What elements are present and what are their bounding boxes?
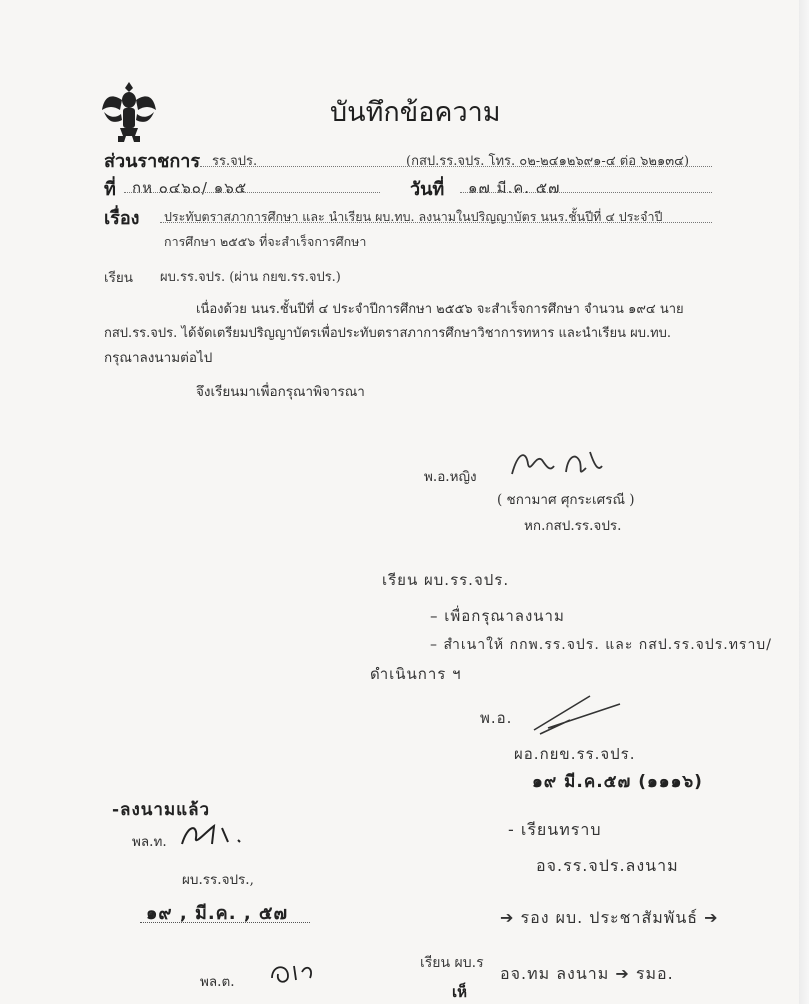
signature2-icon	[530, 690, 626, 738]
ref-label: ที่	[104, 179, 116, 200]
ref-dotline	[124, 192, 380, 193]
approval-rank: พล.ท.	[132, 834, 167, 850]
note1-rank: พ.อ.	[480, 709, 513, 727]
note2-line1: - เรียนทราบ	[508, 820, 602, 839]
note1-item2: – สำเนาให้ กกพ.รร.จปร. และ กสป.รร.จปร.ทราบ/	[430, 637, 772, 653]
subject-dotline	[160, 222, 712, 223]
section-contact: (กสป.รร.จปร. โทร. ๐๒-๒๔๑๒๖๙๑-๔ ต่อ ๖๒๑๓๔)	[406, 154, 690, 169]
approval-bottom-to: เรียน ผบ.ร	[420, 955, 484, 971]
to-value: ผบ.รร.จปร. (ผ่าน กยข.รร.จปร.)	[160, 270, 341, 285]
body-para1-line2: กสป.รร.จปร. ได้จัดเตรียมปริญญาบัตรเพื่อประทับตราสภาการศึกษาวิชาการทหาร และนำเรียน ผบ.ทบ.	[104, 326, 672, 341]
signature3-icon	[178, 818, 258, 852]
ref-value: กห ๐๔๖๐/ ๑๖๕	[132, 179, 248, 197]
approval-date-dotline	[140, 922, 310, 923]
subject-line2: การศึกษา ๒๕๕๖ ที่จะสำเร็จการศึกษา	[164, 234, 367, 249]
sig1-position: หก.กสป.รร.จปร.	[524, 518, 622, 534]
to-label: เรียน	[104, 270, 134, 286]
section-dotline	[200, 166, 712, 167]
section-label: ส่วนราชการ	[104, 151, 201, 172]
subject-label: เรื่อง	[104, 208, 140, 229]
body-para2: จึงเรียนมาเพื่อกรุณาพิจารณา	[196, 384, 365, 400]
signature1-icon	[506, 446, 626, 482]
note2-line2: อจ.รร.จปร.ลงนาม	[536, 856, 679, 875]
approval-date: ๑๙ , มี.ค. , ๕๗	[146, 903, 289, 924]
approval-bottom-rank: พล.ต.	[200, 974, 235, 990]
sig1-rank: พ.อ.หญิง	[424, 469, 477, 485]
signature4-icon	[266, 958, 322, 988]
note1-item2-cont: ดำเนินการ ฯ	[370, 665, 462, 683]
date-value: ๑๗ มี.ค. ๕๗	[468, 179, 561, 197]
body-para1-line1: เนื่องด้วย นนร.ชั้นปีที่ ๔ ประจำปีการศึกษา ๒๕๕๖ จะสำเร็จการศึกษา จำนวน ๑๙๔ นาย	[196, 302, 684, 317]
approval-stamp: -ลงนามแล้ว	[112, 800, 211, 820]
approval-position: ผบ.รร.จปร.,	[182, 872, 254, 888]
subject-line1: ประทับตราสภาการศึกษา และ นำเรียน ผบ.ทบ. ลงนามในปริญญาบัตร นนร.ชั้นปีที่ ๔ ประจำปี	[164, 209, 663, 224]
sig1-name: ( ชกามาศ ศุกระเศรณี )	[497, 492, 635, 508]
date-dotline	[460, 192, 712, 193]
section-value: รร.จปร.	[212, 154, 258, 169]
approval-bottom-cut: เห็	[452, 983, 468, 1001]
note1-position: ผอ.กยข.รร.จปร.	[514, 745, 636, 763]
memo-title: บันทึกข้อความ	[330, 97, 501, 128]
body-para1-line3: กรุณาลงนามต่อไป	[104, 350, 213, 366]
note1-item1: – เพื่อกรุณาลงนาม	[430, 607, 565, 625]
note2-line3: ➔ รอง ผบ. ประชาสัมพันธ์ ➔	[500, 908, 719, 927]
date-label: วันที่	[410, 179, 445, 200]
scan-edge-shadow	[799, 0, 809, 1004]
note1-date: ๑๙ มี.ค.๕๗ (๑๑๑๖)	[532, 772, 703, 792]
garuda-emblem-icon	[100, 78, 158, 144]
note2-line4: อจ.ทม ลงนาม ➔ รมอ.	[500, 964, 674, 983]
note1-to: เรียน ผบ.รร.จปร.	[382, 571, 510, 589]
